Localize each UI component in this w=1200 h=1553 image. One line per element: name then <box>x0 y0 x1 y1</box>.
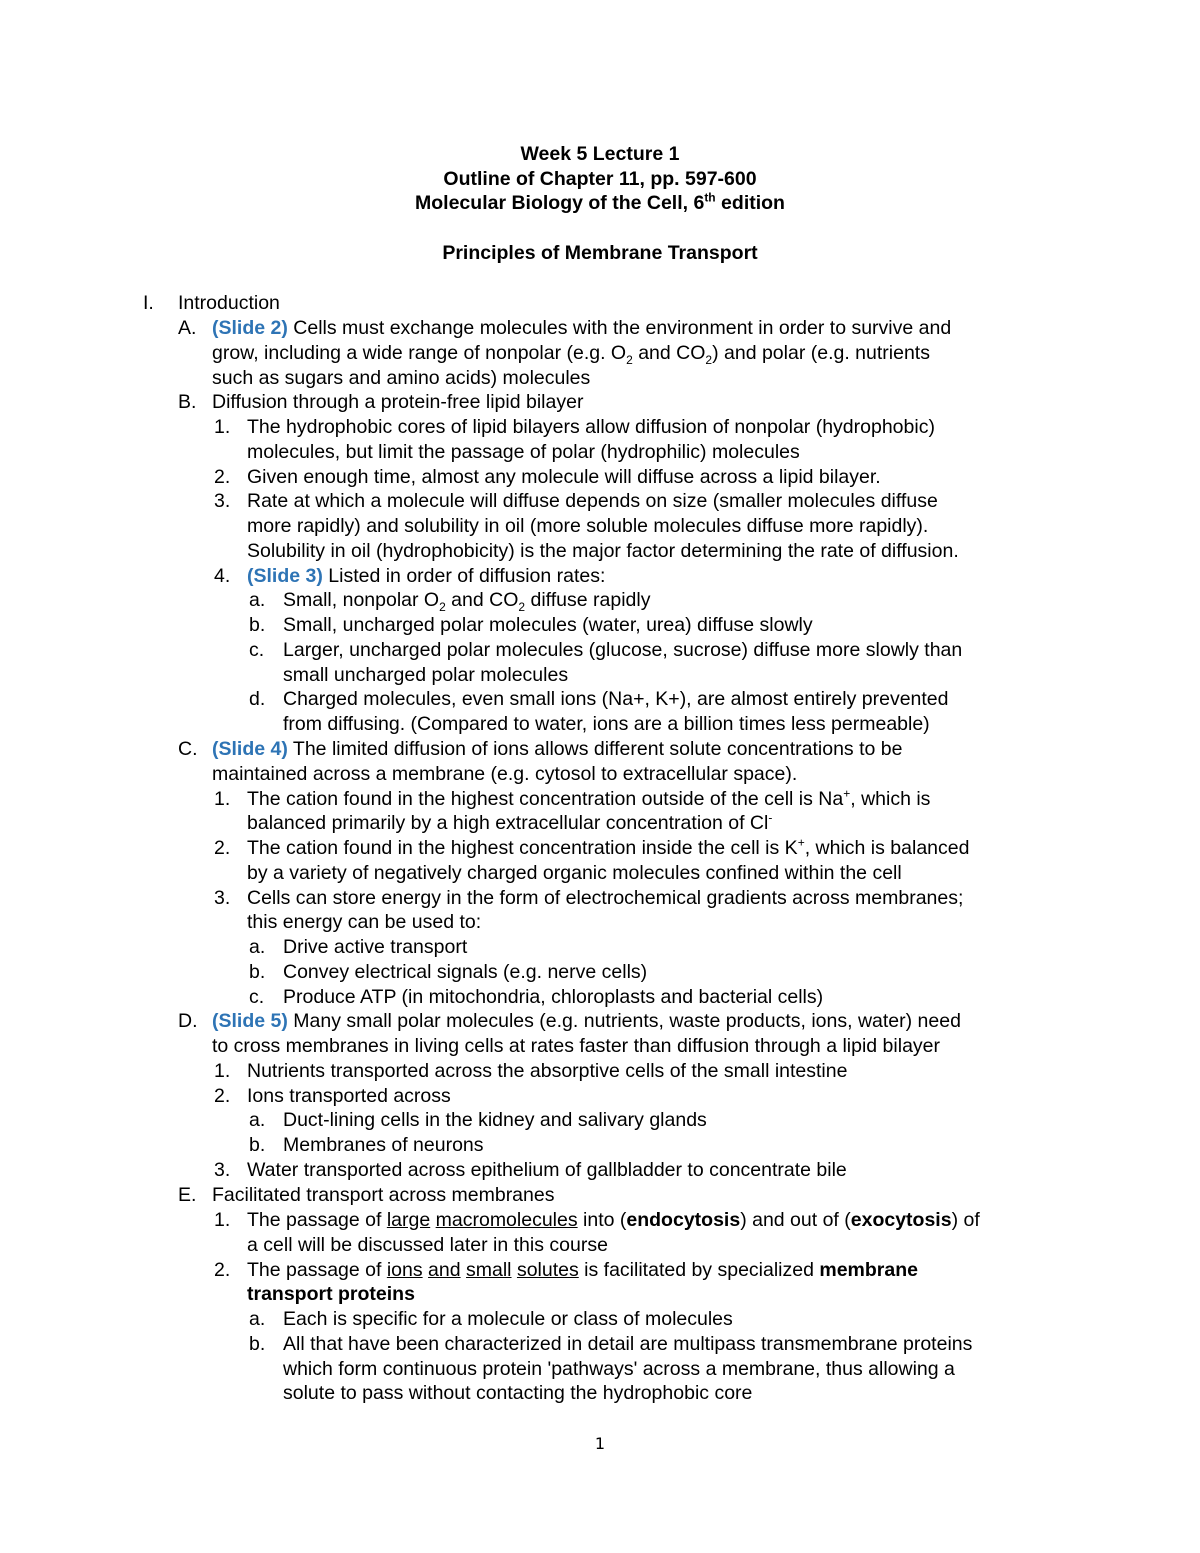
outline-line: Membranes of neurons <box>283 1134 484 1156</box>
number-marker: 2. <box>214 1085 231 1107</box>
chapter-outline-title: Outline of Chapter 11, pp. 597-600 <box>443 168 757 190</box>
book-title: Molecular Biology of the Cell, 6th edition <box>415 190 785 214</box>
outline-line: by a variety of negatively charged organic molecules confined within the cell <box>247 862 902 884</box>
outline-line: (Slide 5) Many small polar molecules (e.g. nutrients, waste products, ions, water) need <box>212 1010 961 1032</box>
outline-line: All that have been characterized in detail are multipass transmembrane proteins <box>283 1333 973 1355</box>
number-marker: 1. <box>214 1209 231 1231</box>
sub-letter-marker: b. <box>249 1134 266 1156</box>
number-marker: 2. <box>214 466 231 488</box>
sub-letter-marker: a. <box>249 589 266 611</box>
outline-line: (Slide 4) The limited diffusion of ions allows different solute concentrations to be <box>212 738 903 760</box>
letter-marker: D. <box>178 1010 198 1032</box>
page-number: 1 <box>594 1434 606 1453</box>
outline-line: Given enough time, almost any molecule will diffuse across a lipid bilayer. <box>247 466 881 488</box>
outline-line: Ions transported across <box>247 1085 451 1107</box>
section-subtitle: Principles of Membrane Transport <box>442 242 758 264</box>
sub-letter-marker: c. <box>249 986 265 1008</box>
slide-reference: (Slide 4) <box>212 738 288 760</box>
outline-line: such as sugars and amino acids) molecules <box>212 367 591 389</box>
outline-line: The passage of large macromolecules into (endocytosis) and out of (exocytosis) of <box>247 1209 980 1231</box>
outline-line: Charged molecules, even small ions (Na+, K+), are almost entirely prevented <box>283 688 949 710</box>
lecture-title: Week 5 Lecture 1 <box>520 143 680 165</box>
number-marker: 3. <box>214 887 231 909</box>
sub-letter-marker: b. <box>249 614 266 636</box>
sub-letter-marker: a. <box>249 1308 266 1330</box>
outline-line: Small, uncharged polar molecules (water, urea) diffuse slowly <box>283 614 813 636</box>
section-heading: Introduction <box>178 292 280 314</box>
sub-letter-marker: d. <box>249 688 266 710</box>
sub-letter-marker: a. <box>249 936 266 958</box>
outline-line: Rate at which a molecule will diffuse depends on size (smaller molecules diffuse <box>247 490 938 512</box>
outline-line: small uncharged polar molecules <box>283 664 569 686</box>
letter-marker: C. <box>178 738 198 760</box>
outline-line: solute to pass without contacting the hydrophobic core <box>283 1382 753 1404</box>
outline-line: Drive active transport <box>283 936 468 958</box>
number-marker: 2. <box>214 1259 231 1281</box>
slide-reference: (Slide 2) <box>212 317 288 339</box>
slide-reference: (Slide 5) <box>212 1010 288 1032</box>
outline-line: more rapidly) and solubility in oil (more soluble molecules diffuse more rapidly). <box>247 515 929 537</box>
letter-marker: B. <box>178 391 197 413</box>
outline-line: this energy can be used to: <box>247 911 482 933</box>
outline-line: The cation found in the highest concentration inside the cell is K+, which is balanced <box>247 835 970 859</box>
outline-line: Diffusion through a protein-free lipid bilayer <box>212 391 584 413</box>
sub-letter-marker: a. <box>249 1109 266 1131</box>
letter-marker: E. <box>178 1184 197 1206</box>
outline-line: Convey electrical signals (e.g. nerve cells) <box>283 961 648 983</box>
number-marker: 4. <box>214 565 231 587</box>
letter-marker: A. <box>178 317 197 339</box>
number-marker: 2. <box>214 837 231 859</box>
sub-letter-marker: b. <box>249 1333 266 1355</box>
number-marker: 1. <box>214 1060 231 1082</box>
outline-line: to cross membranes in living cells at rates faster than diffusion through a lipid bilayer <box>212 1035 941 1057</box>
outline-line: Nutrients transported across the absorptive cells of the small intestine <box>247 1060 848 1082</box>
outline-line: Water transported across epithelium of gallbladder to concentrate bile <box>247 1159 847 1181</box>
outline-line: grow, including a wide range of nonpolar (e.g. $O_2$ and $CO_2$) and polar (e.g. nutrients <box>212 342 930 367</box>
outline-line: Duct-lining cells in the kidney and salivary glands <box>283 1109 707 1131</box>
outline-line: Facilitated transport across membranes <box>212 1184 555 1206</box>
outline-line: The cation found in the highest concentration outside of the cell is Na+, which is <box>247 786 931 810</box>
sub-letter-marker: b. <box>249 961 266 983</box>
outline-line: The passage of ions and small solutes is facilitated by specialized membrane <box>247 1259 918 1281</box>
outline-line: molecules, but limit the passage of polar (hydrophilic) molecules <box>247 441 800 463</box>
roman-marker: I. <box>143 292 154 314</box>
outline-line: Produce ATP (in mitochondria, chloroplasts and bacterial cells) <box>283 986 824 1008</box>
outline-line: transport proteins <box>247 1283 415 1305</box>
number-marker: 3. <box>214 1159 231 1181</box>
outline-line: Cells can store energy in the form of electrochemical gradients across membranes; <box>247 887 964 909</box>
outline-line: which form continuous protein 'pathways' across a membrane, thus allowing a <box>283 1358 955 1380</box>
outline-line: maintained across a membrane (e.g. cytosol to extracellular space). <box>212 763 798 785</box>
number-marker: 1. <box>214 416 231 438</box>
number-marker: 3. <box>214 490 231 512</box>
outline-line: (Slide 2) Cells must exchange molecules with the environment in order to survive and <box>212 317 952 339</box>
sub-letter-marker: c. <box>249 639 265 661</box>
outline-line: from diffusing. (Compared to water, ions are a billion times less permeable) <box>283 713 930 735</box>
outline-line: a cell will be discussed later in this course <box>247 1234 608 1256</box>
outline-line: Small, nonpolar $O_2$ and $CO_2$ diffuse rapidly <box>283 589 651 614</box>
outline-line: (Slide 3) Listed in order of diffusion rates: <box>247 565 606 587</box>
outline-line: Larger, uncharged polar molecules (glucose, sucrose) diffuse more slowly than <box>283 639 963 661</box>
outline-line: balanced primarily by a high extracellular concentration of Cl- <box>247 810 773 834</box>
number-marker: 1. <box>214 788 231 810</box>
outline-line: The hydrophobic cores of lipid bilayers allow diffusion of nonpolar (hydrophobic) <box>247 416 935 438</box>
outline-line: Each is specific for a molecule or class of molecules <box>283 1308 733 1330</box>
outline-line: Solubility in oil (hydrophobicity) is the major factor determining the rate of diffusion. <box>247 540 959 562</box>
slide-reference: (Slide 3) <box>247 565 323 587</box>
